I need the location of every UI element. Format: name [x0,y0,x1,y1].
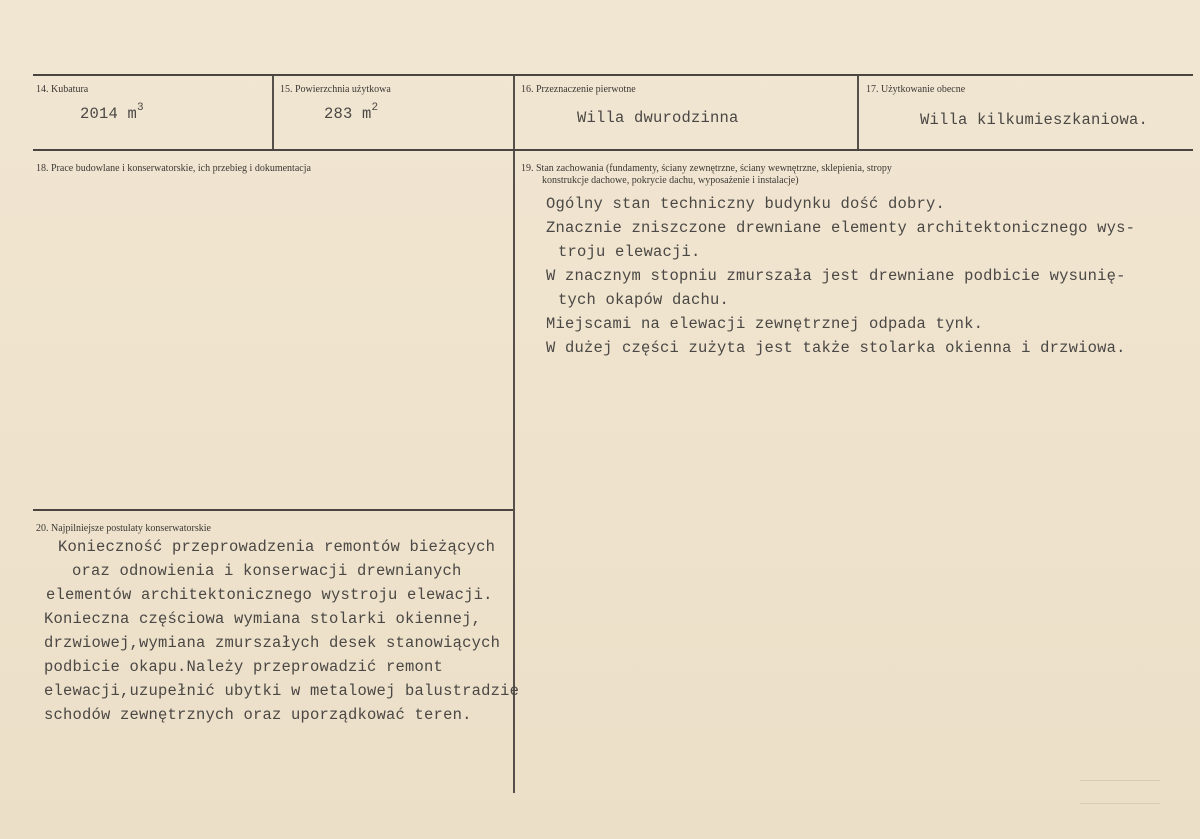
cubature-unit-exponent: 3 [137,102,144,114]
field-17-label: 17. Użytkowanie obecne [866,84,966,95]
header-divider-1 [272,76,274,149]
field-19-line: troju elewacji. [558,243,701,261]
field-19-line: Znacznie zniszczone drewniane elementy architektonicznego wys- [546,219,1136,237]
field-18-label: 18. Prace budowlane i konserwatorskie, ich przebieg i dokumentacja [36,163,311,174]
field-15-label: 15. Powierzchnia użytkowa [280,84,391,95]
area-value: 283 m [324,105,372,124]
field-15-value [324,104,378,123]
field-14-label: 14. Kubatura [36,84,89,95]
field-19-line: W dużej części zużyta jest także stolarka okienna i drzwiowa. [546,339,1126,357]
header-divider-3 [857,76,859,149]
field-20-line: Konieczność przeprowadzenia remontów bieżących [58,538,496,556]
header-bottom-rule [33,149,1193,151]
field-19-label-line-1: 19. Stan zachowania (fundamenty, ściany zewnętrzne, ściany wewnętrzne, sklepienia, stropy [521,163,892,174]
header-top-rule [33,74,1193,76]
cubature-value: 2014 m [80,105,138,124]
field-20-line: oraz odnowienia i konserwacji drewnianych [72,562,462,580]
header-divider-2 [513,76,515,149]
section-20-rule [33,509,513,511]
field-20-line: elementów architektonicznego wystroju elewacji. [46,586,493,604]
field-14-value [80,104,144,123]
area-unit-exponent: 2 [371,102,379,114]
field-19-line: Ogólny stan techniczny budynku dość dobry. [546,195,946,213]
field-20-line: Konieczna częściowa wymiana stolarki okiennej, [44,610,482,628]
field-16-value: Willa dwurodzinna [577,109,739,127]
faint-print-mark [1080,780,1160,804]
field-19-line: W znacznym stopniu zmurszała jest drewniane podbicie wysunię- [546,267,1126,285]
field-20-line: schodów zewnętrznych oraz uporządkować teren. [44,706,472,724]
field-20-line: drzwiowej,wymiana zmurszałych desek stanowiących [44,634,501,652]
field-20-line: podbicie okapu.Należy przeprowadzić remont [44,658,444,676]
field-20-label: 20. Najpilniejsze postulaty konserwatorskie [36,523,211,534]
field-19-label-line-2: konstrukcje dachowe, pokrycie dachu, wyposażenie i instalacje) [542,175,799,186]
field-19-line: tych okapów dachu. [558,291,730,309]
field-20-line: elewacji,uzupełnić ubytki w metalowej balustradzie [44,682,520,700]
field-16-label: 16. Przeznaczenie pierwotne [521,84,636,95]
field-17-value: Willa kilkumieszkaniowa. [920,111,1149,129]
field-19-line: Miejscami na elewacji zewnętrznej odpada tynk. [546,315,984,333]
